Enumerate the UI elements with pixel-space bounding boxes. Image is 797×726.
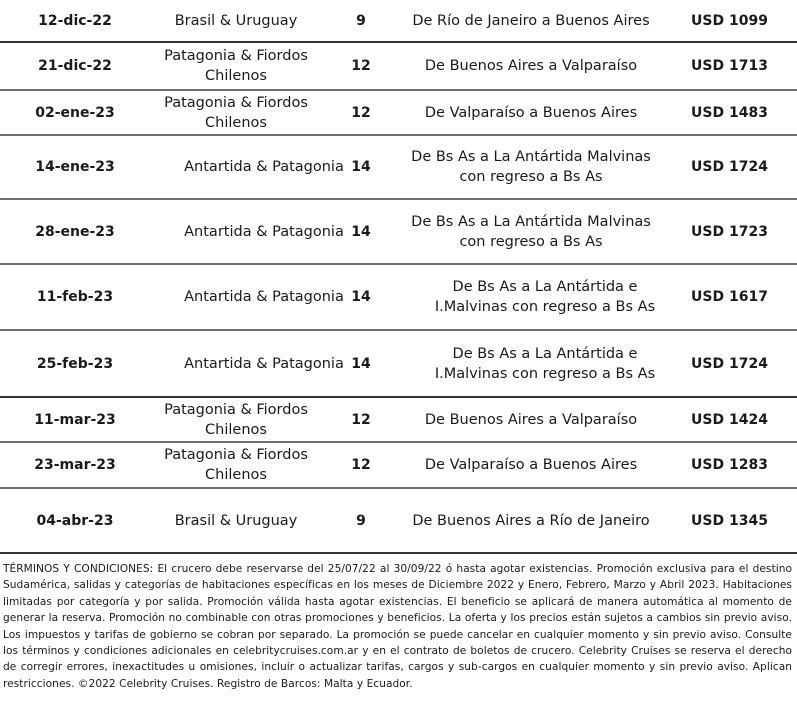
nights: 12 [351, 104, 371, 121]
route: De Buenos Aires a Valparaíso [424, 58, 638, 74]
route: De Bs As a La Antártida e I.Malvinas con regreso a Bs As [434, 279, 656, 315]
price: USD 1345 [691, 512, 768, 529]
price: USD 1283 [691, 457, 768, 473]
destination: Antartida & Patagonia [184, 355, 344, 372]
nights: 9 [356, 12, 366, 29]
terms-and-conditions: TÉRMINOS Y CONDICIONES: El crucero debe reservarse del 25/07/22 al 30/09/22 ó hasta agotar existencias. Promoción exclusiva para el destino Sudamérica, salidas y categorías de habitaciones específicas en los meses de Diciembre 2022 y Enero, Febrero, Marzo y Abril 2023. Habitaciones limitadas por categoría y por salida. Promoción válida hasta agotar existencias. El beneficio se aplicará de manera automática al momento de generar la reserva. Promoción no combinable con otras promociones y beneficios. La oferta y los precios están sujetos a cambios sin previo aviso. Los impuestos y tarifas de gobierno se cobran por separado. La promoción se puede cancelar en cualquier momento y sin previo aviso. Consulte los términos y condiciones adicionales en celebritycruises.com.ar y en el contrato de boletos de crucero. Celebrity Cruises se reserva el derecho de corregir errores, inexactitudes u omisiones, incluir o actualizar tarifas, cargos y sub-cargos en cualquier momento y sin previo aviso. Aplican restricciones. ©2022 Celebrity Cruises. Registro de Barcos: Malta y Ecuador. [3, 563, 792, 690]
route: De Río de Janeiro a Buenos Aires [412, 12, 650, 29]
table-row [0, 89, 797, 134]
departure-date: 11-feb-23 [36, 289, 114, 305]
table-row [0, 198, 797, 263]
table-row [0, 134, 797, 198]
nights: 12 [351, 58, 371, 74]
departure-date: 04-abr-23 [36, 512, 114, 529]
table-row [0, 0, 797, 41]
departure-date: 02-ene-23 [35, 104, 115, 121]
nights: 14 [351, 289, 371, 305]
nights: 14 [351, 159, 371, 175]
route: De Buenos Aires a Valparaíso [424, 411, 638, 428]
departure-date: 28-ene-23 [35, 223, 115, 240]
nights: 12 [351, 411, 371, 428]
table-row [0, 41, 797, 89]
departure-date: 11-mar-23 [34, 411, 116, 428]
price: USD 1099 [691, 12, 768, 29]
departure-date: 21-dic-22 [38, 58, 112, 74]
table-row [0, 329, 797, 396]
price: USD 1724 [691, 355, 768, 372]
table-row [0, 396, 797, 441]
destination: Patagonia & Fiordos Chilenos [164, 401, 308, 438]
table-row [0, 441, 797, 487]
destination: Antartida & Patagonia [184, 159, 344, 175]
departure-date: 23-mar-23 [34, 457, 116, 473]
route: De Bs As a La Antártida Malvinas con regreso a Bs As [411, 213, 651, 250]
destination: Antartida & Patagonia [184, 223, 344, 240]
departure-date: 14-ene-23 [35, 159, 115, 175]
price: USD 1424 [691, 411, 768, 428]
route: De Bs As a La Antártida e I.Malvinas con regreso a Bs As [434, 345, 656, 382]
destination: Patagonia & Fiordos Chilenos [164, 447, 308, 483]
price: USD 1617 [691, 289, 768, 305]
nights: 9 [356, 512, 366, 529]
destination: Patagonia & Fiordos Chilenos [164, 48, 308, 84]
destination: Antartida & Patagonia [184, 289, 344, 305]
destination: Brasil & Uruguay [174, 512, 298, 529]
route: De Buenos Aires a Río de Janeiro [412, 512, 650, 529]
departure-date: 25-feb-23 [36, 355, 114, 372]
price: USD 1724 [691, 159, 768, 175]
nights: 14 [351, 355, 371, 372]
table-bottom-divider [0, 552, 797, 554]
route: De Valparaíso a Buenos Aires [424, 104, 638, 121]
price: USD 1713 [691, 58, 768, 74]
price: USD 1723 [691, 223, 768, 240]
nights: 12 [351, 457, 371, 473]
route: De Bs As a La Antártida Malvinas con regreso a Bs As [411, 149, 651, 185]
table-row [0, 487, 797, 552]
departure-date: 12-dic-22 [38, 12, 112, 29]
nights: 14 [351, 223, 371, 240]
route: De Valparaíso a Buenos Aires [424, 457, 638, 473]
price: USD 1483 [691, 104, 768, 121]
destination: Brasil & Uruguay [174, 12, 298, 29]
table-row [0, 263, 797, 329]
destination: Patagonia & Fiordos Chilenos [164, 94, 308, 131]
